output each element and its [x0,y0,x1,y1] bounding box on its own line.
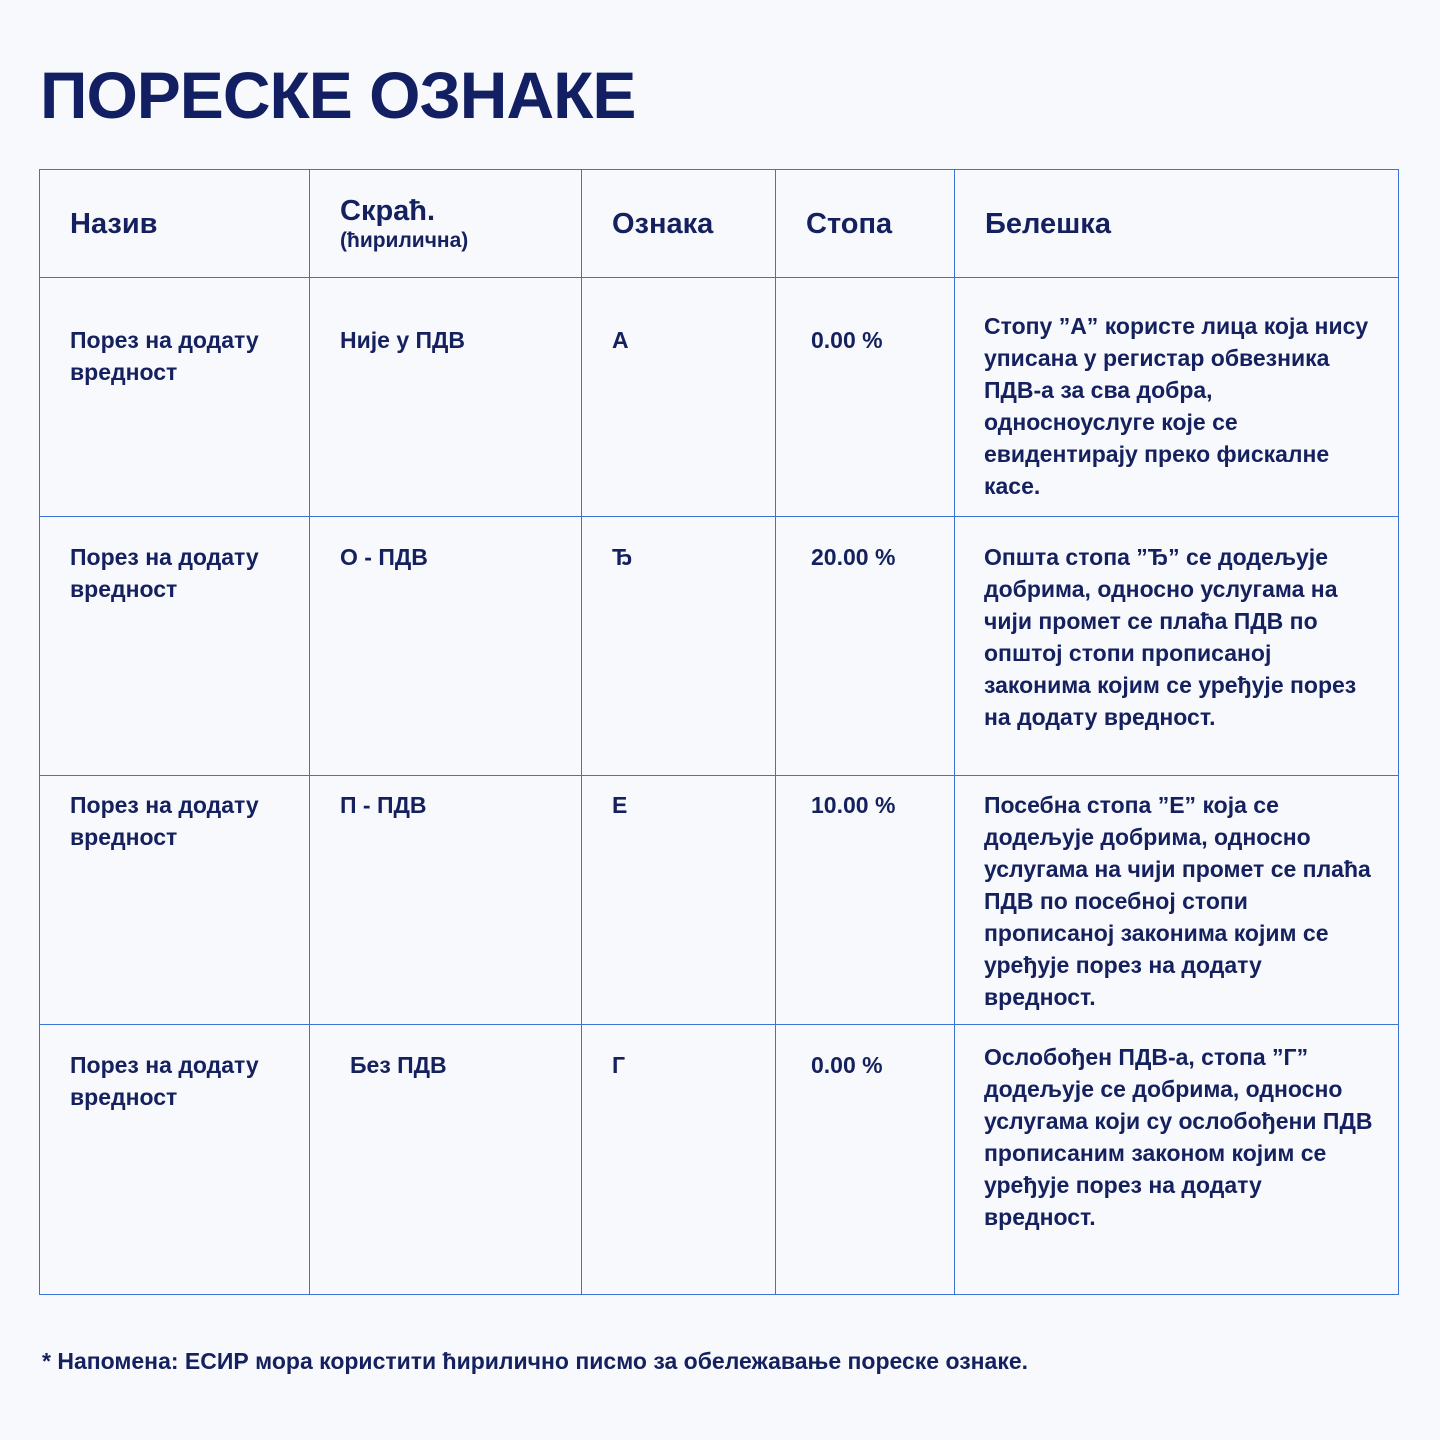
cell-abbr: Није у ПДВ [310,278,582,517]
cell-name: Порез на додату вредност [40,278,310,517]
header-abbr-main: Скраћ. [340,194,436,227]
cell-note: Општа стопа ”Ђ” се додељује добрима, односно услугама на чији промет се плаћа ПДВ по општој стопи прописаној законима којим се уређује порез на додату вредност. [955,517,1399,776]
cell-note: Ослобођен ПДВ-а, стопа ”Г” додељује се добрима, односно услугама који су ослобођени ПДВ прописаним законом којим се уређује порез на додату вредност. [955,1025,1399,1295]
cell-name: Порез на додату вредност [40,1025,310,1295]
cell-name: Порез на додату вредност [40,776,310,1025]
page-title: ПОРЕСКЕ ОЗНАКЕ [40,58,636,132]
cell-label: А [582,278,776,517]
cell-rate: 0.00 % [776,1025,955,1295]
cell-label: Г [582,1025,776,1295]
cell-note: Стопу ”А” користе лица која нису уписана у регистар обвезника ПДВ-а за сва добра, односноуслуге које се евидентирају преко фискалне касе. [955,278,1399,517]
footnote: * Напомена: ЕСИР мора користити ћирилично писмо за обележавање пореске ознаке. [42,1348,1029,1374]
tax-labels-table [39,169,1399,1295]
cell-label: Е [582,776,776,1025]
header-label: Ознака [582,170,776,278]
table-row [40,278,1399,517]
cell-label: Ђ [582,517,776,776]
header-abbr-sub: (ћирилична) [340,228,469,252]
table-row [40,517,1399,776]
cell-rate: 0.00 % [776,278,955,517]
table-row [40,1025,1399,1295]
cell-abbr: Без ПДВ [310,1025,582,1295]
cell-note: Посебна стопа ”Е” која се додељује добримa, односно услугама на чији промет се плаћа ПДВ по посебној стопи прописаној законима којим се уређује порез на додату вредност. [955,776,1399,1025]
cell-rate: 10.00 % [776,776,955,1025]
header-abbr [310,170,582,278]
cell-abbr: П - ПДВ [310,776,582,1025]
cell-name: Порез на додату вредност [40,517,310,776]
cell-abbr: О - ПДВ [310,517,582,776]
cell-rate: 20.00 % [776,517,955,776]
header-rate: Стопа [776,170,955,278]
header-note: Белешка [955,170,1399,278]
table-header-row [40,170,1399,278]
table-row [40,776,1399,1025]
header-name: Назив [40,170,310,278]
